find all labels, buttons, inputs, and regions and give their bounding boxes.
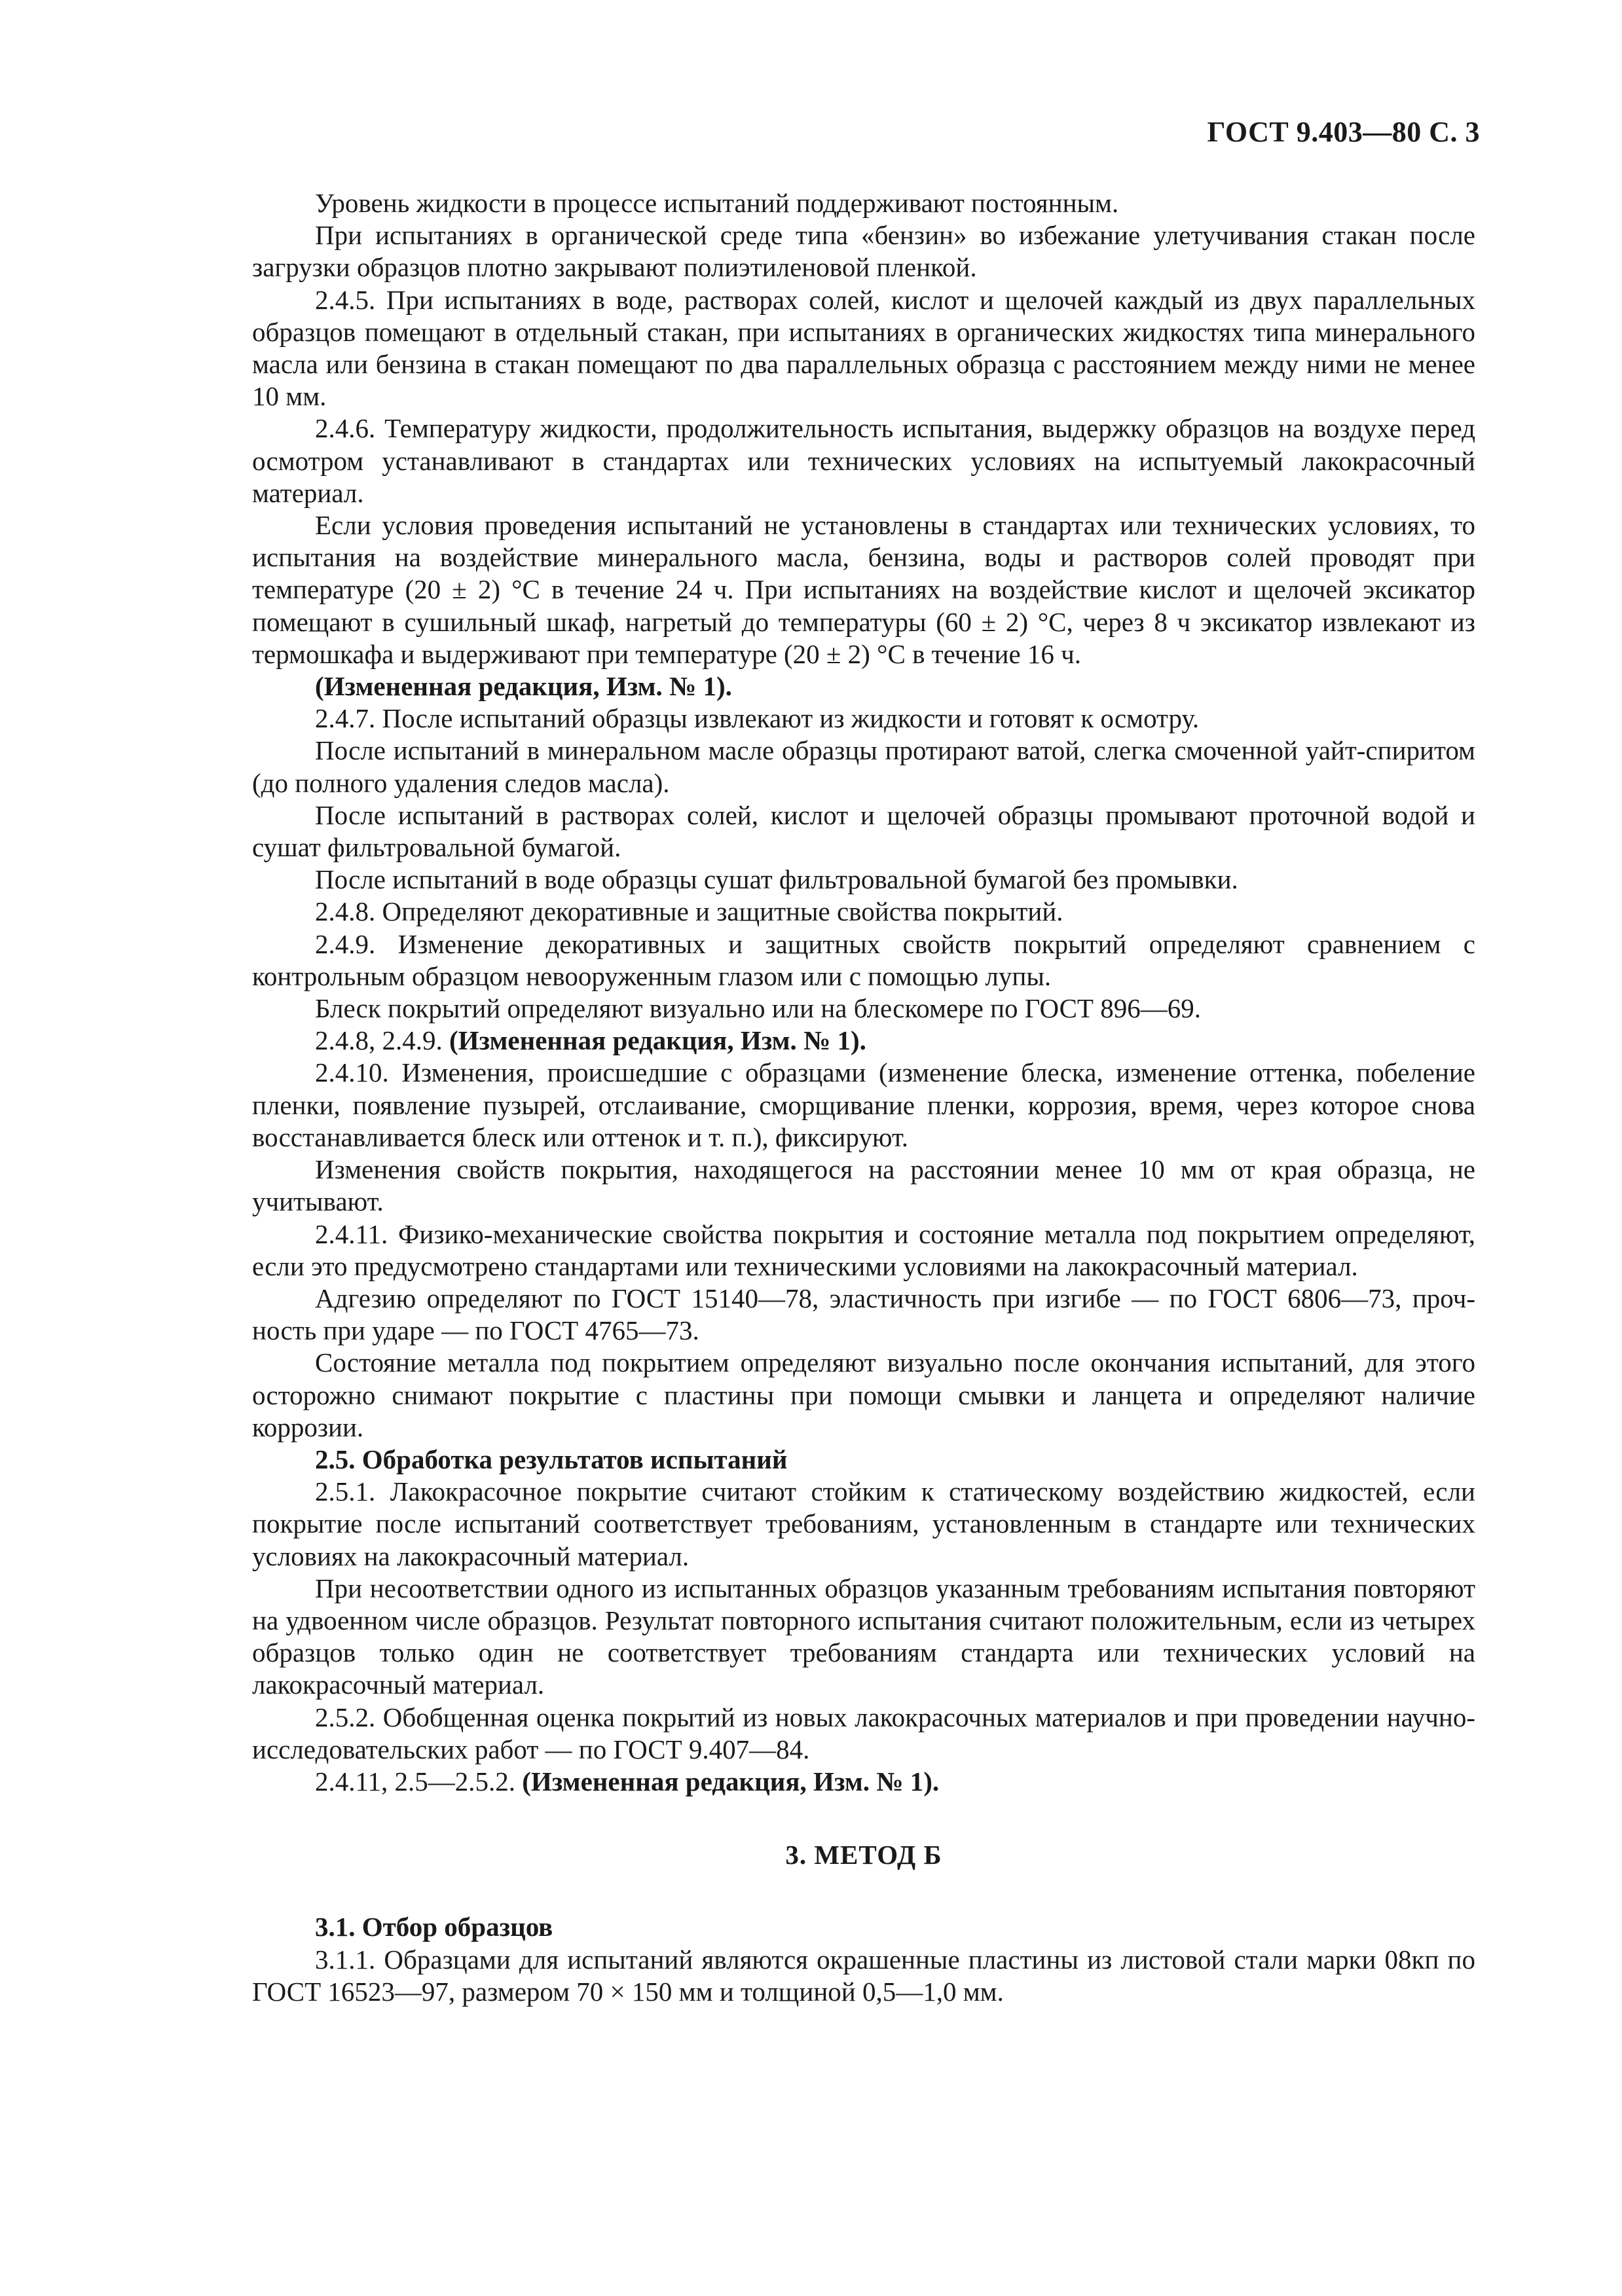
clause-2-5-2: 2.5.2. Обобщенная оценка покрытий из новых лакокрасочных материалов и при проведении научно-исследовательских работ — по ГОСТ 9.407—84. (252, 1702, 1475, 1764)
clause-2-4-8: 2.4.8. Определяют декоративные и защитные свойства покрытий. (315, 896, 1063, 927)
section-heading: 2.5. Обработка результатов испытаний (315, 1444, 788, 1474)
paragraph: После испытаний в воде образцы сушат фильтровальной бумагой без промывки. (315, 864, 1238, 895)
amendment-note (252, 1025, 1475, 1057)
paragraph: Адгезию определяют по ГОСТ 15140—78, эластичность при изгибе — по ГОСТ 6806—73, прочность при ударе — по ГОСТ 4765—73. (252, 1283, 1475, 1346)
page-header: ГОСТ 9.403—80 С. 3 (1207, 116, 1480, 148)
section-heading: 3.1. Отбор образцов (315, 1912, 553, 1942)
clause-2-4-9: 2.4.9. Изменение декоративных и защитных свойств покрытий определяют сравнением с контрольным образцом невооруженным глазом или с помощью лупы. (252, 928, 1475, 991)
paragraph: Состояние металла под покрытием определяют визуально после окончания испытаний, для этого осторожно снимают покрытие с пластины при помощи смывки и ланцета и определяют наличие коррозии. (252, 1347, 1475, 1442)
clause-2-4-11: 2.4.11. Физико-механические свойства покрытия и состояние металла под покрытием определяют, если это предусмотрено стандартами или техническими условиями на лакокрасочный материал. (252, 1218, 1475, 1281)
amendment-note-text: (Измененная редакция, Изм. № 1). (522, 1766, 940, 1796)
clause-2-4-6: 2.4.6. Температуру жидкости, продолжительность испытания, выдержку образцов на воздухе перед осмотром устанавливают в стандартах или технических условиях на испытуемый лакокрасочный материал. (252, 413, 1475, 508)
amendment-note-text: (Измененная редакция, Изм. № 1). (449, 1025, 866, 1056)
paragraph: После испытаний в минеральном масле образцы протирают ватой, слегка смоченной уайт-спиритом (до полного удаления следов масла). (252, 735, 1475, 798)
clause-2-4-7: 2.4.7. После испытаний образцы извлекают из жидкости и готовят к осмотру. (315, 703, 1200, 734)
paragraph: Уровень жидкости в процессе испытаний поддерживают постоянным. (315, 188, 1119, 218)
amendment-note-text: (Измененная редакция, Изм. № 1). (315, 671, 732, 702)
amendment-clauses: 2.4.11, 2.5—2.5.2. (315, 1766, 523, 1796)
clause-2-4-5: 2.4.5. При испытаниях в воде, растворах солей, кислот и щелочей каждый из двух параллельных образцов помещают в отдельный стакан, при испытаниях в органических жидкостях типа минерального масла или бензина в стакан помещают по два параллельных образца с расстоянием между ними не менее 10 мм. (252, 284, 1475, 412)
chapter-heading: 3. МЕТОД Б (785, 1840, 942, 1870)
paragraph: При испытаниях в органической среде типа «бензин» во избежание улетучивания стакан после загрузки образцов плотно закрывают полиэтиленовой пленкой. (252, 220, 1475, 283)
paragraph: Изменения свойств покрытия, находящегося на расстоянии менее 10 мм от края образца, не учитывают. (252, 1154, 1475, 1217)
amendment-note (252, 1766, 1475, 1798)
paragraph: Если условия проведения испытаний не установлены в стандартах или технических условиях, то испытания на воздействие минерального масла, бензина, воды и растворов солей проводят при температуре (20 ± 2) °С в течение 24 ч. При испытаниях на воздействие кислот и щелочей эксикатор помещают в сушильный шкаф, нагретый до температуры (60 ± 2) °С, через 8 ч эксикатор извлекают из термошкафа и выдерживают при температуре (20 ± 2) °С в течение 16 ч. (252, 510, 1475, 669)
paragraph: После испытаний в растворах солей, кислот и щелочей образцы промывают проточной водой и сушат фильтровальной бумагой. (252, 799, 1475, 863)
paragraph: При несоответствии одного из испытанных образцов указанным требованиям испытания повторяют на удвоенном числе образцов. Результат повторного испытания считают положительным, если из четырех образцов только один не соответствует требованиям стандарта или технических условий на лакокрасочный материал. (252, 1573, 1475, 1700)
clause-3-1-1: 3.1.1. Образцами для испытаний являются окрашенные пластины из листовой стали марки 08кп по ГОСТ 16523—97, размером 70 × 150 мм и толщиной 0,5—1,0 мм. (252, 1944, 1475, 2007)
amendment-note (252, 670, 1475, 702)
paragraph: Блеск покрытий определяют визуально или на блескомере по ГОСТ 896—69. (315, 993, 1201, 1024)
document-body (252, 187, 1475, 2008)
clause-2-4-10: 2.4.10. Изменения, происшедшие с образцами (изменение блеска, изменение оттенка, побеление пленки, появление пузырей, отслаивание, сморщивание пленки, коррозия, время, через которое снова восстанавливается блеск или оттенок и т. п.), фиксируют. (252, 1057, 1475, 1152)
amendment-clauses: 2.4.8, 2.4.9. (315, 1025, 449, 1056)
clause-2-5-1: 2.5.1. Лакокрасочное покрытие считают стойким к статическому воздействию жидкостей, если покрытие после испытаний соответствует требованиям, установленным в стандарте или технических условиях на лакокрасочный материал. (252, 1476, 1475, 1571)
